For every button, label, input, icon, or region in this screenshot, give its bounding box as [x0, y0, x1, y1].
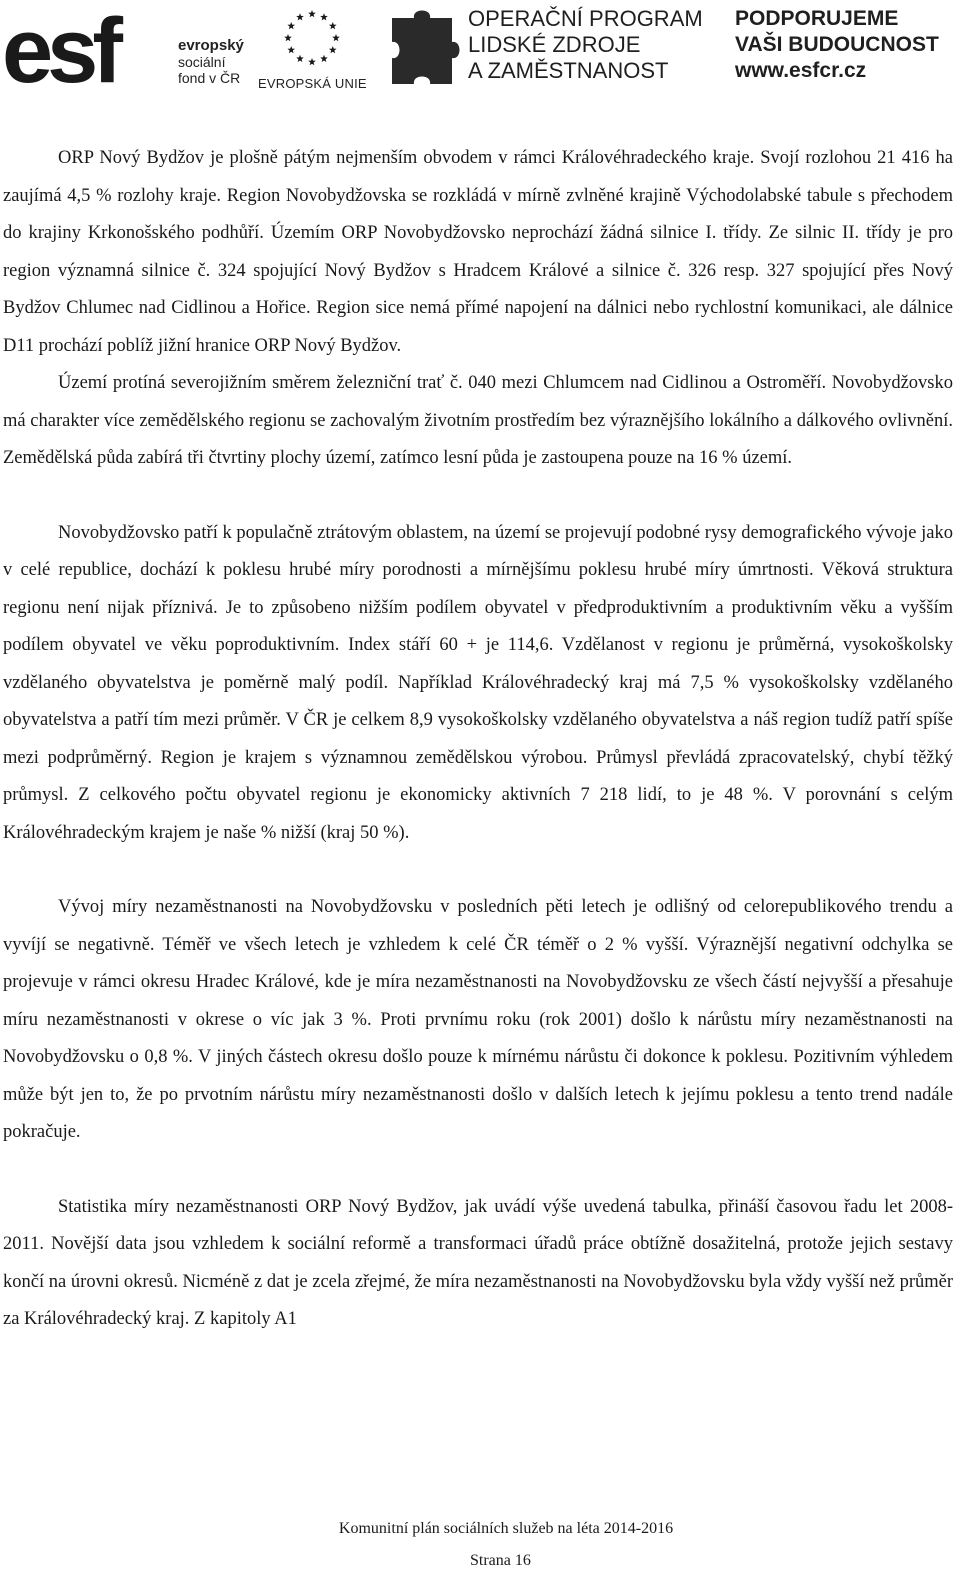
- esf-logo: [2, 4, 170, 90]
- esf-subtitle: [178, 38, 244, 86]
- support-label: [735, 6, 939, 84]
- eu-label: EVROPSKÁ UNIE: [258, 76, 367, 91]
- paragraph: Vývoj míry nezaměstnanosti na Novobydžovsku v posledních pěti letech je odlišný od celorepublikového trendu a vyvíjí se negativně. Téměř ve všech letech je vzhledem k celé ČR téměř o 2 % vyšší. Výraznější negativní odchylka se projevuje v rámci okresu Hradec Králové, kde je míra nezaměstnanosti na Novobydžovsku ze všech částí nejvyšší a přesahuje míru nezaměstnanosti v okrese o víc jak 3 %. Proti prvnímu roku (rok 2001) došlo k nárůstu míry nezaměstnanosti na Novobydžovsku o 0,8 %. V jiných částech okresu došlo pouze k mírnému nárůstu či dokonce k poklesu. Pozitivním výhledem může být jen to, že po prvotním nárůstu míry nezaměstnanosti došlo v dalších letech k jejímu poklesu a tento trend nadále pokračuje.: [3, 897, 953, 1142]
- support-line: PODPORUJEME: [735, 7, 899, 30]
- paragraph: ORP Nový Bydžov je plošně pátým nejmenším obvodem v rámci Královéhradeckého kraje. Svojí rozlohou 21 416 ha zaujímá 4,5 % rozlohy kraje. Region Novobydžovska se rozkládá v mírně zvlněné krajině Východolabské tabule s přechodem do krajiny Krkonošského podhůří. Územím ORP Novobydžovsko neprochází žádná silnice I. třídy. Ze silnic II. třídy je pro region významná silnice č. 324 spojující Nový Bydžov s Hradcem Králové a silnice č. 326 resp. 327 spojující přes Nový Bydžov Chlumec nad Cidlinou a Hořice. Region sice nemá přímé napojení na dálnici nebo rychlostní komunikaci, ale dálnice D11 prochází poblíž jižní hranice ORP Nový Bydžov.: [3, 148, 953, 356]
- op-line: LIDSKÉ ZDROJE: [468, 32, 641, 57]
- support-url: www.esfcr.cz: [735, 59, 867, 82]
- paragraph: Novobydžovsko patří k populačně ztrátovým oblastem, na území se projevují podobné rysy demografického vývoje jako v celé republice, dochází k poklesu hrubé míry porodnosti a mírnějšímu poklesu hrubé míry úmrtnosti. Věková struktura regionu není nijak příznivá. Je to způsobeno nižším podílem obyvatel v předproduktivním a produktivním věku a vyšším podílem obyvatel ve věku poproduktivním. Index stáří 60 + je 114,6. Vzdělanost v regionu je průměrná, vysokoškolsky vzdělaného obyvatelstva je poměrně malý podíl. Například Královéhradecký kraj má 7,5 % vysokoškolsky vzdělaného obyvatelstva a patří tím mezi průměr. V ČR je celkem 8,9 vysokoškolsky vzdělaného obyvatelstva a náš region tudíž patří spíše mezi podprůměrný. Region je krajem s významnou zemědělskou výrobou. Průmysl převládá zpracovatelský, chybí těžký průmysl. Z celkového počtu obyvatel regionu je ekonomicky aktivních 7 218 lidí, to je 48 %. V porovnání s celým Královéhradeckým krajem je naše % nižší (kraj 50 %).: [3, 522, 953, 843]
- support-line: VAŠI BUDOUCNOST: [735, 33, 939, 56]
- document-body: [3, 140, 953, 1339]
- footer-title: Komunitní plán sociálních služeb na léta 2014-2016: [338, 1520, 674, 1537]
- esf-sub-line: sociální: [178, 54, 226, 70]
- paragraph: Území protíná severojižním směrem železniční trať č. 040 mezi Chlumcem nad Cidlinou a Ostroměří. Novobydžovsko má charakter více zemědělského regionu se zachovalým životním prostředím bez výraznějšího lokálního a dálkového ovlivnění. Zemědělská půda zabírá tři čtvrtiny plochy území, zatímco lesní půda je zastoupena pouze na 16 % území.: [3, 373, 953, 468]
- op-program-label: [468, 6, 703, 84]
- header: [0, 0, 960, 100]
- eu-flag-icon: [258, 4, 366, 72]
- paragraph: Statistika míry nezaměstnanosti ORP Nový Bydžov, jak uvádí výše uvedená tabulka, přináší časovou řadu let 2008-2011. Novější data jsou vzhledem k sociální reformě a transformaci úřadů práce obtížně dosažitelná, protože jejich sestavy končí na úrovni okresů. Nicméně z dat je zcela zřejmé, že míra nezaměstnanosti na Novobydžovsku byla vždy vyšší než průměr za Královéhradecký kraj. Z kapitoly A1: [3, 1196, 953, 1329]
- svg-text:esf: esf: [2, 4, 117, 90]
- page-number: Strana 16: [470, 1552, 531, 1569]
- op-line: OPERAČNÍ PROGRAM: [468, 6, 703, 31]
- puzzle-icon: [388, 4, 460, 88]
- op-line: A ZAMĚSTNANOST: [468, 58, 669, 83]
- esf-sub-line: fond v ČR: [178, 70, 241, 86]
- esf-sub-line: evropský: [178, 37, 244, 54]
